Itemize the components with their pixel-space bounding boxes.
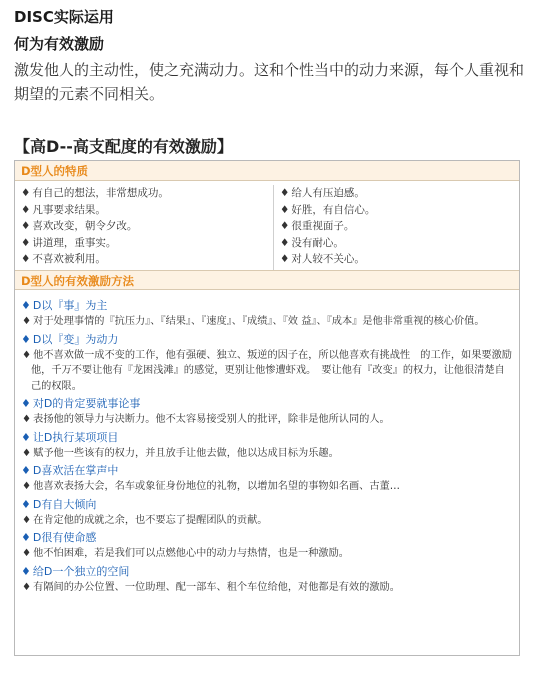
- traits-left-column: [15, 185, 274, 270]
- method-heading: ♦ D以『变』为动力: [21, 332, 119, 346]
- trait-item: ♦ 凡事要求结果。: [21, 203, 106, 216]
- diamond-bullet-icon: ♦: [22, 581, 32, 593]
- diamond-bullet-icon: ♦: [21, 397, 31, 410]
- method-description: ♦ 他不喜欢做一成不变的工作，他有强硬、独立、叛逆的因子在，所以他喜欢有挑战性 的工作，如果要激励他，千万不要让他有『龙困浅滩』的感觉，更别让他惨遭虾戏。 要让他有『改变』的权力，让他很清楚自己的权限。: [22, 349, 512, 392]
- diamond-bullet-icon: ♦: [21, 564, 31, 578]
- diamond-bullet-icon: ♦: [21, 332, 31, 346]
- intro-paragraph: 激发他人的主动性，使之充满动力。这和个性当中的动力来源，每个人重视和期望的元素不同相关。: [14, 61, 525, 103]
- diamond-bullet-icon: ♦: [22, 548, 32, 559]
- method-description: ♦ 他喜欢表扬大会，名车或象征身份地位的礼物，以增加名望的事物如名画、古董…: [22, 481, 400, 492]
- diamond-bullet-icon: ♦: [21, 299, 31, 312]
- section-title: 【高D--高支配度的有效激励】: [14, 137, 233, 156]
- diamond-bullet-icon: ♦: [21, 220, 31, 232]
- diamond-bullet-icon: ♦: [280, 187, 290, 199]
- diamond-bullet-icon: ♦: [280, 236, 290, 249]
- diamond-bullet-icon: ♦: [280, 253, 290, 265]
- traits-grid: [15, 181, 519, 270]
- trait-item: ♦ 讲道理，重事实。: [21, 236, 117, 249]
- trait-item: ♦ 没有耐心。: [280, 236, 344, 249]
- trait-item: ♦ 对人较不关心。: [280, 253, 365, 265]
- trait-item: ♦ 喜欢改变，朝令夕改。: [21, 220, 138, 232]
- content-table: [14, 160, 520, 656]
- method-description: ♦ 他不怕困难，若是我们可以点燃他心中的动力与热情，也是一种激励。: [22, 548, 349, 559]
- method-description: ♦ 对于处理事情的『抗压力』、『结果』、『速度』、『成绩』、『效 益』、『成本』是他非常重视的核心价值。: [22, 316, 485, 327]
- diamond-bullet-icon: ♦: [21, 531, 31, 544]
- method-heading: ♦ D有自大倾向: [21, 497, 97, 511]
- page-subtitle: 何为有效激励: [14, 35, 105, 53]
- traits-right-column: [274, 185, 519, 270]
- diamond-bullet-icon: ♦: [21, 236, 31, 249]
- trait-item: ♦ 好胜，有自信心。: [280, 203, 376, 216]
- method-heading: ♦ D喜欢活在掌声中: [21, 464, 119, 477]
- page-title: DISC实际运用: [14, 8, 114, 26]
- diamond-bullet-icon: ♦: [22, 447, 32, 459]
- diamond-bullet-icon: ♦: [21, 430, 31, 444]
- trait-item: ♦ 有自己的想法，非常想成功。: [21, 187, 169, 199]
- diamond-bullet-icon: ♦: [21, 203, 31, 216]
- method-description: ♦ 表扬他的领导力与决断力。他不太容易接受别人的批评，除非是他所认同的人。: [22, 414, 390, 425]
- diamond-bullet-icon: ♦: [22, 316, 32, 327]
- diamond-bullet-icon: ♦: [280, 203, 290, 216]
- diamond-bullet-icon: ♦: [22, 514, 32, 526]
- trait-item: ♦ 给人有压迫感。: [280, 187, 365, 199]
- method-description: ♦ 有隔间的办公位置、一位助理、配一部车、租个车位给他，对他都是有效的激励。: [22, 581, 400, 593]
- method-heading: ♦ D以『事』为主: [21, 299, 108, 312]
- diamond-bullet-icon: ♦: [280, 220, 290, 232]
- traits-header: D型人的特质: [15, 161, 519, 181]
- method-heading: ♦ D很有使命感: [21, 531, 97, 544]
- method-heading: ♦ 让D执行某项项目: [21, 430, 119, 444]
- diamond-bullet-icon: ♦: [21, 497, 31, 511]
- method-description: ♦ 在肯定他的成就之余，也不要忘了提醒团队的贡献。: [22, 514, 268, 526]
- diamond-bullet-icon: ♦: [21, 464, 31, 477]
- diamond-bullet-icon: ♦: [22, 481, 32, 492]
- trait-item: ♦ 很重视面子。: [280, 220, 355, 232]
- methods-header: D型人的有效激励方法: [15, 270, 519, 290]
- method-heading: ♦ 对D的肯定要就事论事: [21, 397, 141, 410]
- method-description: ♦ 赋予他一些该有的权力，并且放手让他去做，他以达成目标为乐趣。: [22, 447, 339, 459]
- diamond-bullet-icon: ♦: [21, 187, 31, 199]
- diamond-bullet-icon: ♦: [21, 253, 31, 265]
- trait-item: ♦ 不喜欢被利用。: [21, 253, 106, 265]
- diamond-bullet-icon: ♦: [22, 349, 32, 361]
- method-heading: ♦ 给D一个独立的空间: [21, 564, 130, 578]
- diamond-bullet-icon: ♦: [22, 414, 32, 425]
- methods-list: [15, 290, 519, 595]
